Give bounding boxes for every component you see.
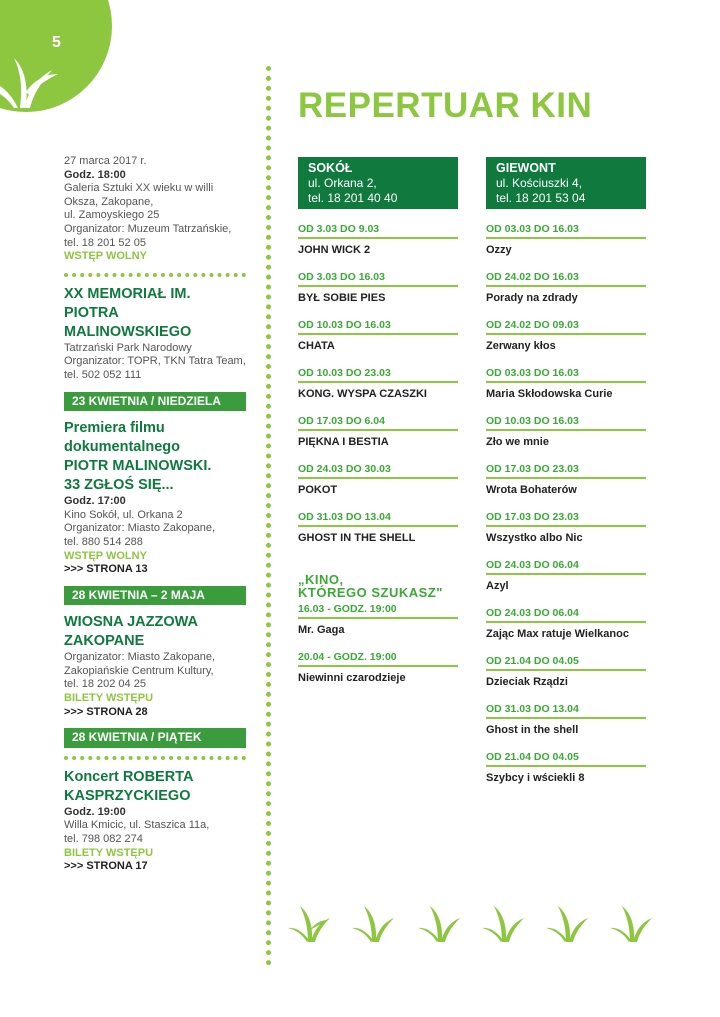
film-title: KONG. WYSPA CZASZKI [298, 388, 427, 400]
page-reference-link[interactable]: >>> STRONA 17 [64, 860, 148, 873]
screening-dates: OD 24.02 DO 16.03 [486, 271, 646, 287]
cinema-phone: tel. 18 201 53 04 [496, 191, 586, 205]
page-title: REPERTUAR KIN [298, 86, 593, 125]
cinema-name: GIEWONT [496, 161, 556, 175]
screening-dates: OD 10.03 DO 16.03 [298, 319, 458, 335]
film-title: Porady na zdrady [486, 292, 578, 304]
event-title: WIOSNA JAZZOWA [64, 614, 198, 631]
screening-dates: OD 3.03 DO 16.03 [298, 271, 458, 287]
film-title: Zając Max ratuje Wielkanoc [486, 628, 629, 640]
event-title: PIOTR MALINOWSKI. [64, 458, 212, 475]
screening-dates: OD 21.04 DO 04.05 [486, 655, 646, 671]
screening-dates: OD 24.03 DO 06.04 [486, 607, 646, 623]
screening-dates: OD 3.03 DO 9.03 [298, 223, 458, 239]
vertical-divider [266, 66, 271, 966]
list-item [486, 415, 646, 449]
cinema-header [298, 157, 458, 209]
event-phone: tel. 18 202 04 25 [64, 678, 146, 691]
film-title: Maria Skłodowska Curie [486, 388, 613, 400]
event-phone: tel. 880 514 288 [64, 535, 143, 548]
screening-dates: OD 03.03 DO 16.03 [486, 223, 646, 239]
list-item [486, 223, 646, 257]
event-organizer: Organizator: TOPR, TKN Tatra Team, [64, 355, 246, 368]
event-date: 27 marca 2017 r. [64, 155, 147, 167]
section-title-line: „KINO, [298, 572, 344, 587]
screening-dates: OD 21.04 DO 04.05 [486, 751, 646, 767]
list-item [486, 463, 646, 497]
page-reference-link[interactable]: >>> STRONA 13 [64, 563, 148, 576]
plant-icon [288, 900, 332, 944]
event-memorial [64, 285, 246, 383]
screening-dates: OD 31.03 DO 13.04 [486, 703, 646, 719]
film-title: PIĘKNA I BESTIA [298, 436, 389, 448]
screening-dates: OD 03.03 DO 16.03 [486, 367, 646, 383]
plant-icon [610, 900, 654, 944]
screening-dates: OD 17.03 DO 6.04 [298, 415, 458, 431]
list-item [486, 703, 646, 737]
screening-dates: OD 24.02 DO 09.03 [486, 319, 646, 335]
plant-icon [418, 900, 462, 944]
film-title: Ozzy [486, 244, 512, 256]
screening-dates: OD 24.03 DO 30.03 [298, 463, 458, 479]
film-title: Mr. Gaga [298, 624, 345, 636]
list-item [298, 463, 458, 497]
date-band: 23 KWIETNIA / NIEDZIELA [64, 392, 246, 412]
event-title: dokumentalnego [64, 439, 181, 456]
list-item [298, 223, 458, 257]
event-place: Willa Kmicic, ul. Staszica 11a, [64, 819, 210, 832]
date-band: 28 KWIETNIA / PIĄTEK [64, 728, 246, 748]
event-place: Oksza, Zakopane, [64, 195, 154, 208]
event-organizer: Organizator: Miasto Zakopane, [64, 522, 216, 535]
event-time: Godz. 17:00 [64, 495, 126, 508]
film-title: Wszystko albo Nic [486, 532, 583, 544]
event-time: Godz. 18:00 [64, 168, 126, 181]
event-title: Koncert ROBERTA [64, 768, 194, 785]
dotted-separator [64, 273, 246, 277]
film-title: Azyl [486, 580, 509, 592]
cinema-giewont [486, 157, 646, 785]
plant-icon [0, 30, 60, 110]
event-entry: WSTĘP WOLNY [64, 549, 147, 562]
film-title: Wrota Bohaterów [486, 484, 577, 496]
list-item [486, 319, 646, 353]
screening-dates: OD 17.03 DO 23.03 [486, 511, 646, 527]
screening-dates: 16.03 - GODZ. 19:00 [298, 603, 458, 619]
event-exhibition [64, 155, 246, 264]
list-item [298, 651, 458, 685]
dotted-separator [64, 756, 246, 760]
film-title: Ghost in the shell [486, 724, 579, 736]
event-entry: BILETY WSTĘPU [64, 692, 154, 705]
event-organizer: Organizator: Miasto Zakopane, [64, 651, 216, 664]
screening-dates: OD 17.03 DO 23.03 [486, 463, 646, 479]
events-column [64, 155, 246, 874]
event-time: Godz. 19:00 [64, 805, 126, 818]
cinema-address: ul. Orkana 2, [308, 176, 377, 190]
film-title: Zerwany kłos [486, 340, 556, 352]
film-title: Dzieciak Rządzi [486, 676, 568, 688]
list-item [486, 367, 646, 401]
plant-icon [352, 900, 396, 944]
film-title: GHOST IN THE SHELL [298, 532, 416, 544]
event-entry: BILETY WSTĘPU [64, 846, 154, 859]
page-number: 5 [52, 34, 61, 51]
event-concert [64, 768, 246, 874]
film-title: JOHN WICK 2 [298, 244, 371, 256]
event-title: PIOTRA MALINOWSKIEGO [64, 304, 192, 340]
film-title: POKOT [298, 484, 338, 496]
list-item [486, 271, 646, 305]
cinema-header [486, 157, 646, 209]
section-title [298, 573, 458, 599]
event-jazz [64, 613, 246, 719]
event-organizer: Zakopiańskie Centrum Kultury, [64, 664, 214, 677]
event-organizer: Organizator: Muzeum Tatrzańskie, [64, 222, 232, 235]
list-item [486, 559, 646, 593]
film-title: CHATA [298, 340, 335, 352]
list-item [298, 271, 458, 305]
event-place: Tatrzański Park Narodowy [64, 341, 192, 354]
event-phone: tel. 502 052 111 [64, 368, 142, 381]
date-band: 28 KWIETNIA – 2 MAJA [64, 586, 246, 606]
film-title: Zło we mnie [486, 436, 549, 448]
list-item [486, 655, 646, 689]
event-title: Premiera filmu [64, 420, 165, 437]
screening-dates: OD 10.03 DO 16.03 [486, 415, 646, 431]
plant-icon [482, 900, 526, 944]
list-item [298, 319, 458, 353]
screening-dates: OD 31.03 DO 13.04 [298, 511, 458, 527]
event-title: XX MEMORIAŁ IM. [64, 285, 191, 302]
event-title: KASPRZYCKIEGO [64, 787, 191, 804]
cinema-phone: tel. 18 201 40 40 [308, 191, 398, 205]
film-title: Niewinni czarodzieje [298, 672, 406, 684]
event-title: 33 ZGŁOŚ SIĘ... [64, 477, 174, 494]
cinema-sokol [298, 157, 458, 685]
event-title: ZAKOPANE [64, 633, 145, 650]
plant-icon [546, 900, 590, 944]
film-title: Szybcy i wściekli 8 [486, 772, 585, 784]
list-item [486, 511, 646, 545]
list-item [298, 603, 458, 637]
event-place: ul. Zamoyskiego 25 [64, 209, 160, 222]
event-place: Kino Sokół, ul. Orkana 2 [64, 508, 183, 521]
cinema-name: SOKÓŁ [308, 161, 353, 175]
section-title-line: KTÓREGO SZUKASZ" [298, 585, 443, 600]
list-item [298, 511, 458, 545]
event-phone: tel. 18 201 52 05 [64, 236, 146, 249]
event-phone: tel. 798 082 274 [64, 833, 143, 846]
film-title: BYŁ SOBIE PIES [298, 292, 386, 304]
list-item [298, 367, 458, 401]
screening-dates: 20.04 - GODZ. 19:00 [298, 651, 458, 667]
page-reference-link[interactable]: >>> STRONA 28 [64, 705, 148, 718]
event-premiere [64, 419, 246, 577]
screening-dates: OD 24.03 DO 06.04 [486, 559, 646, 575]
event-entry: WSTĘP WOLNY [64, 250, 147, 263]
list-item [486, 607, 646, 641]
list-item [486, 751, 646, 785]
cinema-address: ul. Kościuszki 4, [496, 176, 583, 190]
screening-dates: OD 10.03 DO 23.03 [298, 367, 458, 383]
event-place: Galeria Sztuki XX wieku w willi [64, 182, 214, 195]
list-item [298, 415, 458, 449]
